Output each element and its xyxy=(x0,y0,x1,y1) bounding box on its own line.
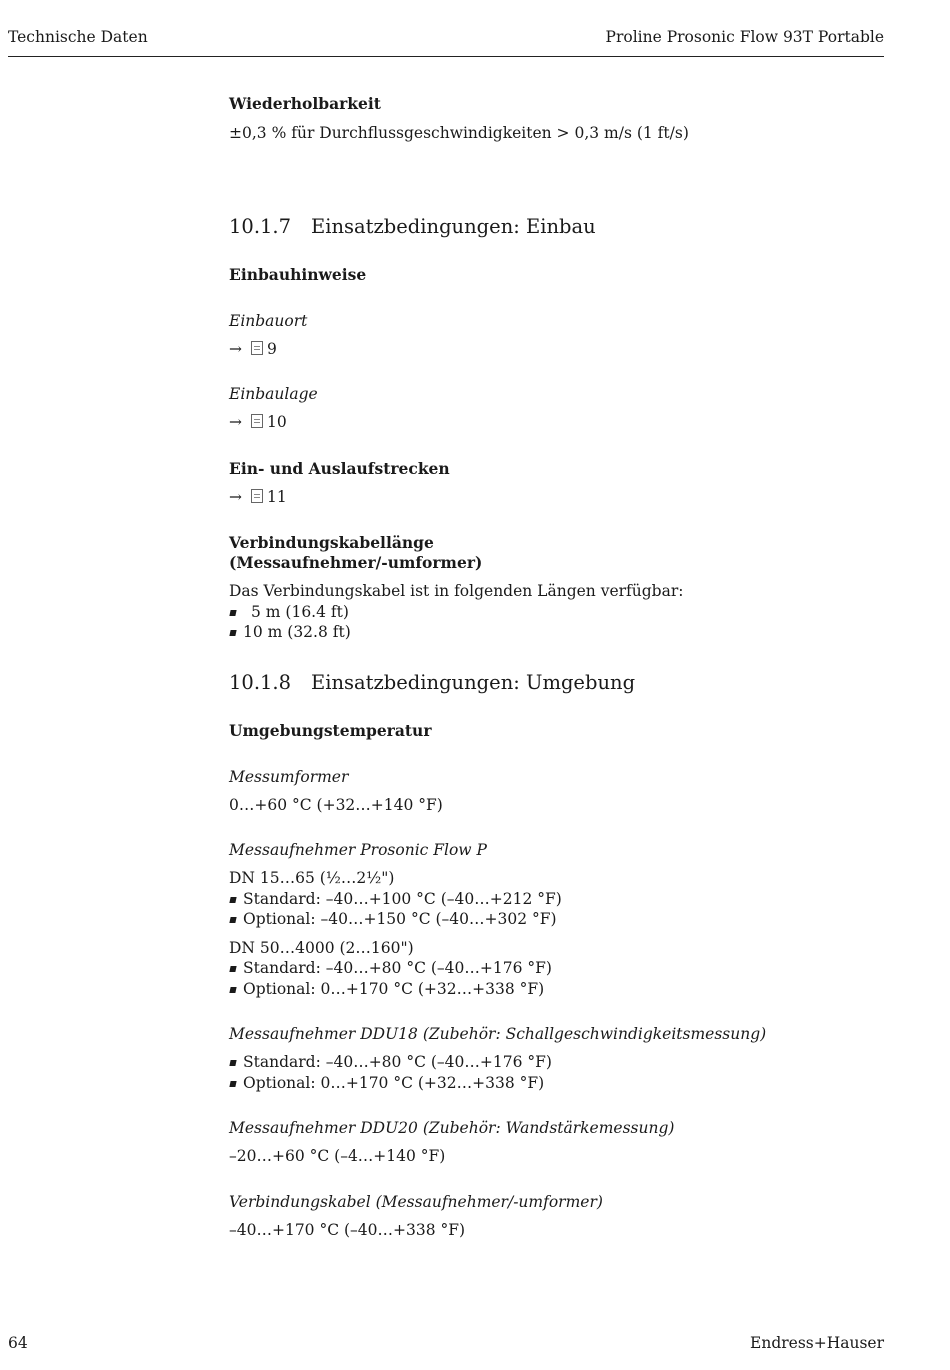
repeatability-heading: Wiederholbarkeit xyxy=(229,94,381,113)
ddu18-label: Messaufnehmer DDU18 (Zubehör: Schallgeschwindigkeitsmessung) xyxy=(229,1025,767,1043)
list-item: Optional: 0…+170 °C (+32…+338 °F) xyxy=(229,979,869,1000)
arrow-right-icon: → xyxy=(229,413,242,431)
messumformer-value: 0…+60 °C (+32…+140 °F) xyxy=(229,795,443,814)
list-item: Standard: –40…+100 °C (–40…+212 °F) xyxy=(229,889,869,910)
messumformer-label: Messumformer xyxy=(229,767,349,786)
einbaulage-ref[interactable] xyxy=(229,412,869,433)
brand-name: Endress+Hauser xyxy=(750,1334,884,1352)
page-icon xyxy=(251,341,263,355)
ein-auslaufstrecken-heading: Ein- und Auslaufstrecken xyxy=(229,458,450,478)
einbaulage-label: Einbaulage xyxy=(229,385,318,403)
list-item: 10 m (32.8 ft) xyxy=(229,622,869,643)
section-number: 10.1.8 xyxy=(229,670,292,694)
repeatability-text: ±0,3 % für Durchflussgeschwindigkeiten > 0,3 m/s (1 ft/s) xyxy=(229,124,689,142)
flow-p-dn2: DN 50…4000 (2…160") xyxy=(229,938,414,957)
section-number: 10.1.7 xyxy=(229,214,292,238)
umgebungstemperatur-heading: Umgebungstemperatur xyxy=(229,720,432,740)
page-header xyxy=(8,28,884,57)
ddu20-label: Messaufnehmer DDU20 (Zubehör: Wandstärkemessung) xyxy=(229,1119,675,1137)
ddu20-value: –20…+60 °C (–4…+140 °F) xyxy=(229,1147,446,1165)
page-number: 64 xyxy=(8,1334,28,1352)
list-item: Optional: –40…+150 °C (–40…+302 °F) xyxy=(229,909,869,930)
flow-p-dn2-list xyxy=(229,958,869,999)
section-10-1-8-heading xyxy=(229,671,869,695)
flow-p-dn1: DN 15…65 (½…2½") xyxy=(229,869,395,887)
page-content xyxy=(229,94,869,1240)
list-item: Standard: –40…+80 °C (–40…+176 °F) xyxy=(229,958,869,979)
arrow-right-icon: → xyxy=(229,487,242,506)
ein-auslaufstrecken-ref[interactable] xyxy=(229,487,869,508)
page-ref-number: 10 xyxy=(267,413,287,431)
page-ref-number: 9 xyxy=(267,339,277,358)
page-icon xyxy=(251,489,263,503)
header-section-title: Technische Daten xyxy=(8,28,148,46)
flow-p-label: Messaufnehmer Prosonic Flow P xyxy=(229,841,487,859)
arrow-right-icon: → xyxy=(229,339,242,358)
verbindungskabel-label: Verbindungskabel (Messaufnehmer/-umformer) xyxy=(229,1192,603,1211)
section-title: Einsatzbedingungen: Umgebung xyxy=(311,670,636,694)
verbindungskabel-value: –40…+170 °C (–40…+338 °F) xyxy=(229,1220,466,1239)
ddu18-list xyxy=(229,1052,869,1093)
section-10-1-7-heading xyxy=(229,215,869,239)
list-item: 5 m (16.4 ft) xyxy=(229,602,869,623)
einbauhinweise-heading: Einbauhinweise xyxy=(229,264,367,284)
section-title: Einsatzbedingungen: Einbau xyxy=(311,214,596,238)
kabellaenge-heading-line1: Verbindungskabellänge xyxy=(229,533,434,552)
list-item: Optional: 0…+170 °C (+32…+338 °F) xyxy=(229,1073,869,1094)
kabellaenge-list xyxy=(229,602,869,643)
kabellaenge-heading-line2: (Messaufnehmer/-umformer) xyxy=(229,553,483,572)
page-ref-number: 11 xyxy=(267,487,287,506)
page-icon xyxy=(251,414,263,428)
list-item: Standard: –40…+80 °C (–40…+176 °F) xyxy=(229,1052,869,1073)
flow-p-dn1-list xyxy=(229,889,869,930)
header-product-title: Proline Prosonic Flow 93T Portable xyxy=(605,28,884,46)
einbauort-label: Einbauort xyxy=(229,311,308,330)
kabellaenge-intro: Das Verbindungskabel ist in folgenden Längen verfügbar: xyxy=(229,582,684,600)
einbauort-ref[interactable] xyxy=(229,339,869,360)
